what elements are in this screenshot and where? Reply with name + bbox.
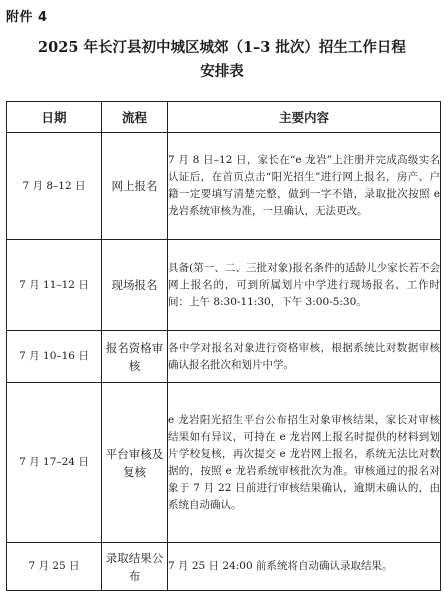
row-content: 各中学对报名对象进行资格审核，根据系统比对数据审核确认报名批次和划片中学。 <box>168 331 441 383</box>
row-process: 报名资格审核 <box>102 331 168 383</box>
row-process: 网上报名 <box>102 133 168 240</box>
header-process: 流程 <box>102 102 168 133</box>
header-date: 日期 <box>7 102 102 133</box>
attachment-label: 附件 4 <box>6 10 48 25</box>
row-process: 平台审核及复核 <box>102 383 168 543</box>
row-process: 录取结果公布 <box>102 543 168 591</box>
row-content: e 龙岩阳光招生平台公布招生对象审核结果，家长对审核结果如有异议，可持在 e 龙岩网上报名时提供的材料到划片学校复核，再次提交 e 龙岩网上报名，系统无法比对数据的，按照 e 龙岩系统审核批次为准。审核通过的报名对象于 7 月 22 日前进行审核结果确认，逾期未确认的，由系统自动确认。 <box>168 383 441 543</box>
row-content: 具备(第一、二、三批对象)报名条件的适龄儿少家长若不会网上报名的，可到所属划片中学进行现场报名，工作时间：上午 8:30-11:30，下午 3:00-5:30。 <box>168 240 441 331</box>
table-row <box>7 543 441 591</box>
row-date: 7 月 8–12 日 <box>7 133 102 240</box>
row-date: 7 月 25 日 <box>7 543 102 591</box>
table-row <box>7 331 441 383</box>
row-date: 7 月 11–12 日 <box>7 240 102 331</box>
title-line-1: 2025 年长汀县初中城区城郊（1–3 批次）招生工作日程 <box>38 39 406 56</box>
table-row <box>7 240 441 331</box>
schedule-table <box>6 101 441 591</box>
row-date: 7 月 10–16 日 <box>7 331 102 383</box>
row-content: 7 月 8 日–12 日，家长在“e 龙岩”上注册并完成高级实名认证后，在首页点击“阳光招生”进行网上报名，房产、户籍一定要填写清楚完整，做到一字不错，录取批次按照 e 龙岩系统审核为准，一旦确认，无法更改。 <box>168 133 441 240</box>
header-content: 主要内容 <box>168 102 441 133</box>
table-row <box>7 133 441 240</box>
row-process: 现场报名 <box>102 240 168 331</box>
row-date: 7 月 17–24 日 <box>7 383 102 543</box>
document-title <box>0 36 444 84</box>
table-header-row <box>7 102 441 133</box>
title-line-2: 安排表 <box>200 63 244 80</box>
row-content: 7 月 25 日 24:00 前系统将自动确认录取结果。 <box>168 543 441 591</box>
table-row <box>7 383 441 543</box>
